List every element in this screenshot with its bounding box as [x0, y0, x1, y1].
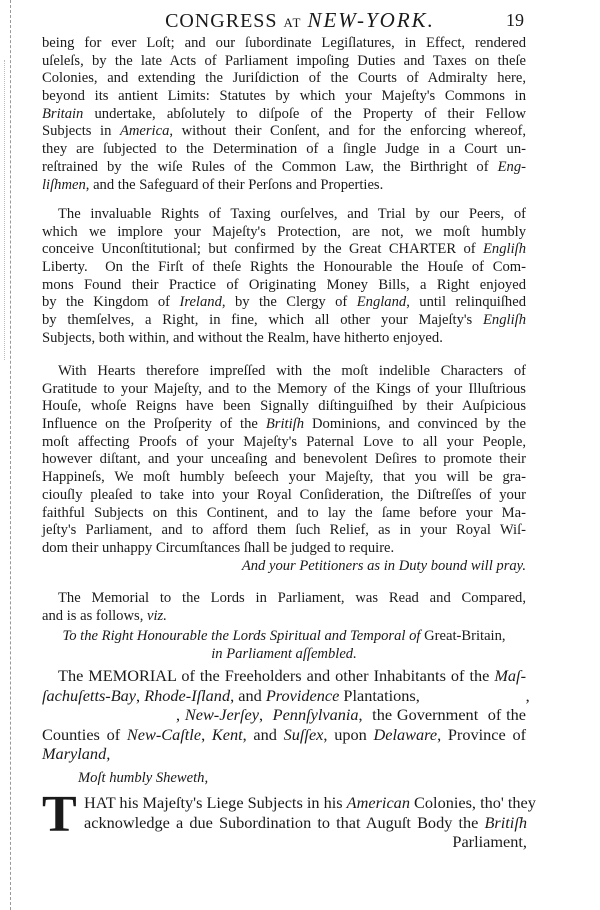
text-line — [42, 35, 526, 53]
text-line — [84, 832, 527, 852]
text-segment: reſtrained by the wiſe Rules of the Common Law, the Birthright of — [42, 158, 498, 175]
text-segment: Plantations, , — [339, 685, 530, 705]
text-line — [42, 224, 526, 242]
text-line — [42, 123, 526, 141]
text-segment: conceive Unconſtitutional; but confirmed by the Great CHARTER of — [42, 241, 484, 258]
text-line — [42, 88, 526, 106]
text-segment: , — [201, 724, 212, 744]
text-segment: Colonies, tho' they — [409, 793, 536, 812]
page-number: 19 — [506, 10, 524, 30]
text-line — [42, 177, 526, 195]
italic-text: Britiſh — [484, 812, 527, 832]
text-segment: With Hearts therefore impreſſed with the moſt indelible Characters of — [58, 363, 526, 379]
memorial-intro — [42, 590, 526, 625]
text-line — [42, 646, 526, 664]
text-segment: mons Found their Practice of Originating Money Bills, a Right enjoyed — [42, 276, 526, 293]
text-line — [42, 398, 526, 416]
italic-text: New-Caſtle — [126, 724, 202, 744]
text-segment: however diſtant, and your unceaſing and benevolent Deſires to promote their — [42, 451, 526, 468]
text-segment: beyond its antient Limits: Statutes by which your Majeſty's Commons in — [42, 88, 526, 105]
italic-text: Ireland — [179, 294, 222, 311]
text-segment: , by the Clergy of — [221, 294, 357, 311]
text-segment: , and — [230, 685, 266, 705]
text-line — [42, 434, 526, 452]
text-segment: , upon — [323, 724, 374, 744]
text-line — [42, 106, 526, 124]
text-segment: Colonies, and extending the Juriſdiction of the Courts of Admiralty here, — [42, 70, 526, 87]
text-line — [42, 141, 526, 159]
running-title — [130, 8, 470, 33]
text-segment: Liberty. On the Firſt of theſe Rights the Honourable the Houſe of Com- — [42, 259, 526, 276]
text-segment: The MEMORIAL of the Freeholders and other Inhabitants of the — [58, 666, 495, 685]
memorial-salutation — [42, 770, 526, 788]
italic-text: New-Jerſey — [184, 705, 259, 724]
text-segment: Great-Britain, — [424, 628, 506, 644]
text-line — [42, 312, 526, 330]
text-segment: , Province of — [437, 724, 527, 744]
text-line — [42, 685, 530, 706]
text-segment: , — [259, 705, 273, 724]
text-line — [42, 666, 526, 686]
text-segment: by the Kingdom of — [42, 294, 180, 311]
text-line — [42, 159, 526, 177]
memorial-body — [84, 793, 536, 852]
page-edge-mark — [4, 60, 5, 360]
memorial-address — [42, 628, 526, 663]
text-segment: by themſelves, a Right, in fine, which all other your Majeſty's — [42, 312, 484, 329]
text-segment: Subjects in — [42, 123, 120, 140]
text-line — [42, 259, 526, 277]
text-line — [42, 53, 526, 71]
memorial-title — [42, 666, 530, 764]
running-header — [0, 8, 600, 32]
text-line — [42, 505, 526, 523]
text-segment: , the Government of the — [358, 705, 527, 724]
text-line — [42, 744, 526, 764]
italic-text: To the Right Honourable the Lords Spiritual and Temporal of — [62, 628, 425, 644]
text-line — [42, 770, 526, 788]
text-segment: Dominions, and convinced by the — [304, 416, 526, 433]
title-new-york: NEW-YORK. — [307, 8, 435, 32]
text-line — [42, 451, 526, 469]
text-line — [42, 487, 526, 505]
italic-text: Pennſylvania — [272, 705, 359, 724]
text-segment: dom their unhappy Circumſtances ſhall be judged to require. — [42, 539, 395, 556]
text-segment: Happineſs, We moſt humbly beſeech your Majeſty, that you will be gra- — [42, 469, 526, 486]
text-segment: HAT his Majeſty's Liege Subjects in his — [84, 793, 347, 812]
text-segment: jeſty's Parliament, and to afford them ſuch Relief, as in your Royal Wiſ- — [42, 522, 526, 539]
title-at: AT — [283, 15, 302, 30]
italic-text: American — [346, 793, 410, 812]
italic-text: And your Petitioners as in Duty bound will pray. — [241, 557, 526, 574]
text-line — [42, 558, 526, 576]
text-line — [42, 469, 526, 487]
text-line — [42, 705, 526, 725]
italic-text: Maſ- — [494, 666, 526, 685]
text-segment: ciouſly pleaſed to take into your Royal Conſideration, the Diſtreſſes of your — [42, 486, 526, 503]
petition-paragraph-3 — [42, 363, 526, 575]
italic-text: ſachuſetts-Bay — [42, 685, 137, 705]
italic-text: Eng- — [497, 158, 526, 175]
italic-text: England — [356, 294, 407, 311]
petition-paragraph-2 — [42, 206, 526, 348]
drop-cap: T — [42, 786, 77, 843]
italic-text: Britain — [42, 105, 84, 122]
text-segment: uſeleſs, by the late Acts of Parliament impoſing Duties and Taxes on theſe — [42, 52, 526, 69]
text-line — [42, 70, 526, 88]
text-line — [42, 206, 526, 224]
title-congress: CONGRESS — [165, 10, 278, 32]
text-line — [42, 416, 526, 434]
text-line — [42, 381, 526, 399]
text-segment: , — [176, 705, 185, 724]
text-segment: The Memorial to the Lords in Parliament, was Read and Compared, — [58, 590, 526, 606]
italic-text: in Parliament aſſembled. — [211, 645, 357, 662]
text-line — [42, 330, 526, 348]
italic-text: Moſt humbly Sheweth, — [78, 770, 209, 786]
text-line — [42, 608, 526, 626]
text-segment: Parliament, — [452, 832, 527, 851]
text-segment: they are ſubjected to the Determination of a ſingle Judge in a Court un- — [42, 141, 526, 158]
text-segment: undertake, abſolutely to diſpoſe of the Property of their Fellow — [83, 105, 526, 122]
text-segment: , and — [242, 724, 284, 744]
italic-text: Britiſh — [265, 416, 304, 433]
petition-paragraph-1 — [42, 35, 526, 194]
italic-text: Suſſex — [283, 724, 324, 744]
italic-text: Rhode-Iſland — [144, 685, 231, 705]
text-segment: , and the Safeguard of their Perſons and Properties. — [85, 176, 384, 193]
text-line — [42, 363, 526, 381]
text-segment: moſt affecting Proofs of your Majeſty's Paternal Love to all your People, — [42, 433, 526, 450]
text-line — [42, 277, 526, 295]
italic-text: Kent — [211, 724, 243, 744]
page-edge-mark — [10, 0, 11, 910]
text-line — [42, 522, 526, 540]
text-line — [42, 294, 526, 312]
text-line — [42, 590, 526, 608]
italic-text: Providence — [265, 685, 340, 705]
italic-text: America — [119, 123, 170, 140]
italic-text: Engliſh — [483, 241, 526, 258]
italic-text: Engliſh — [483, 312, 526, 329]
italic-text: viz. — [147, 607, 167, 624]
text-segment: Gratitude to your Majeſty, and to the Memory of the Kings of your Illuſtrious — [42, 380, 526, 397]
text-line — [84, 813, 527, 833]
text-line — [42, 628, 526, 646]
text-segment: Houſe, whoſe Reigns have been Signally diſtinguiſhed by their Auſpicious — [42, 398, 526, 415]
italic-text: Maryland, — [42, 744, 111, 763]
text-segment: Influence on the Proſperity of the — [42, 416, 266, 433]
text-segment: , — [136, 685, 145, 705]
text-line — [42, 725, 526, 745]
text-segment: The invaluable Rights of Taxing ourſelves, and Trial by our Peers, of — [58, 206, 526, 222]
italic-text: Delaware — [373, 724, 438, 744]
text-segment: Counties of — [42, 724, 127, 744]
text-segment: , without their Conſent, and for the enforcing whereof, — [169, 123, 526, 140]
text-segment: and is as follows, — [42, 607, 147, 624]
text-segment: , until relinquiſhed — [406, 294, 526, 311]
text-line — [84, 793, 536, 813]
italic-text: liſhmen — [42, 176, 86, 193]
text-segment: which we implore your Majeſty's Protection, are not, we moſt humbly — [42, 223, 526, 240]
text-segment: being for ever Loſt; and our ſubordinate Legiſlatures, in Effect, rendered — [42, 35, 526, 51]
text-line — [42, 540, 526, 558]
text-segment: Subjects, both within, and without the Realm, have hitherto enjoyed. — [42, 329, 443, 346]
text-segment: acknowledge a due Subordination to that Auguſt Body the — [84, 812, 485, 832]
text-segment: faithful Subjects on this Continent, and to lay the ſame before your Ma- — [42, 504, 526, 521]
text-line — [42, 241, 526, 259]
